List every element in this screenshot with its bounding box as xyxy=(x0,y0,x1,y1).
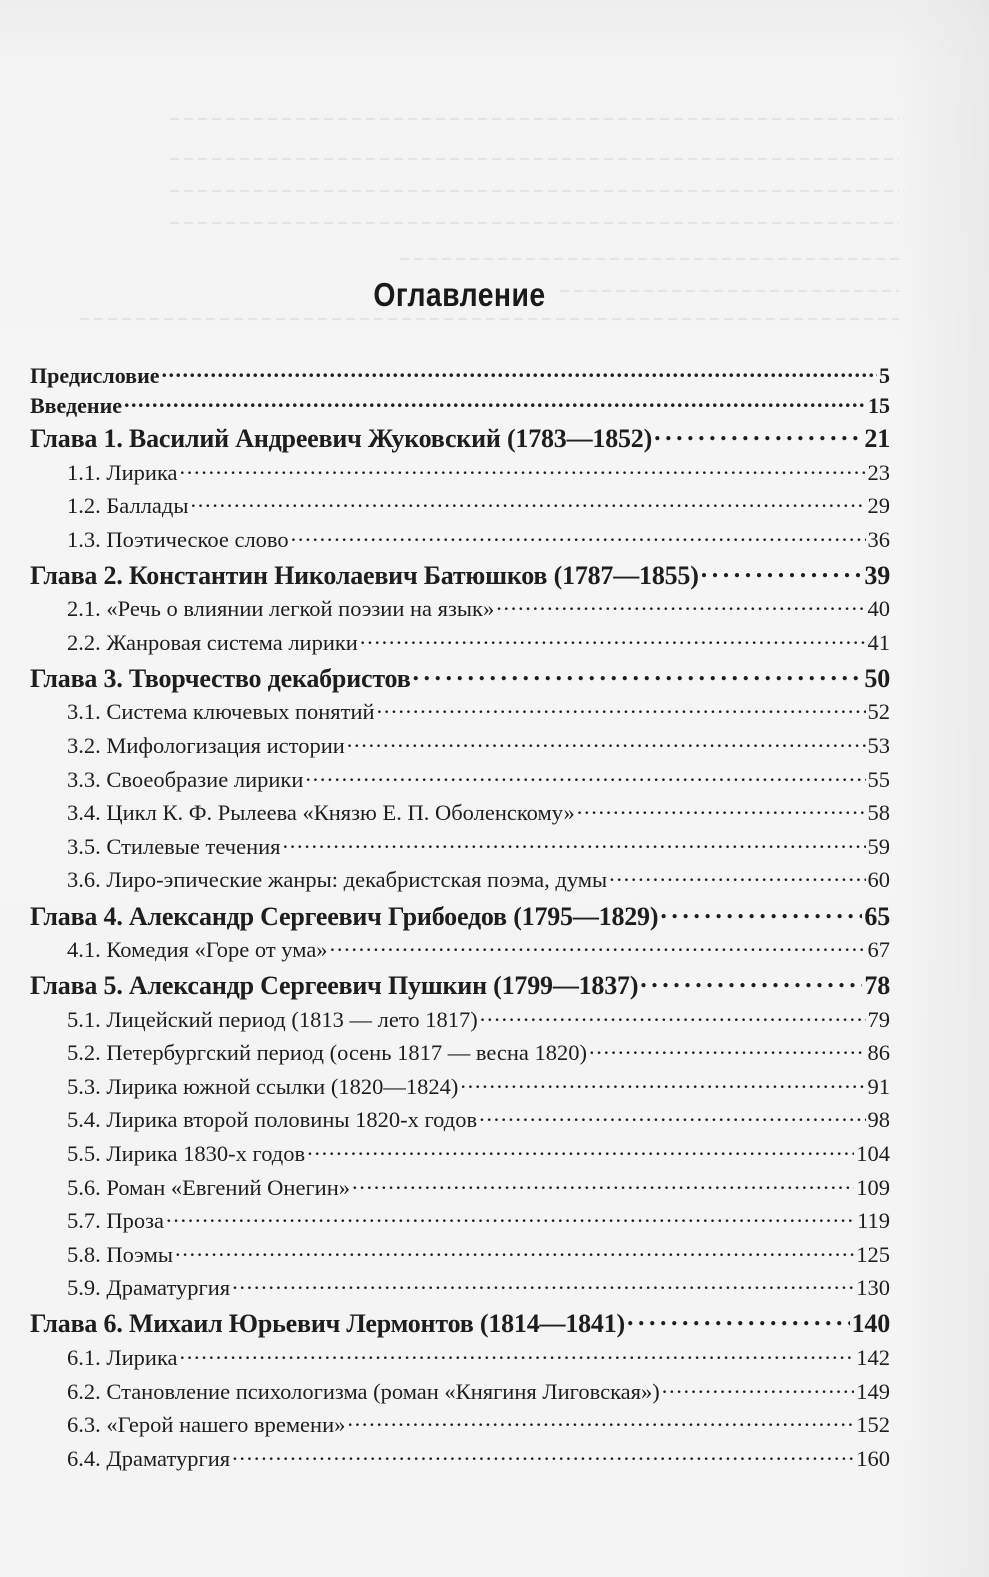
dot-leader xyxy=(232,1443,854,1466)
toc-section-entry xyxy=(30,627,890,661)
toc-entry-label: 3.4. Цикл К. Ф. Рылеева «Князю Е. П. Оболенскому» xyxy=(67,800,575,826)
toc-page-number: 52 xyxy=(867,699,890,725)
toc-chapter-entry xyxy=(30,558,890,594)
dot-leader xyxy=(305,764,865,787)
bleed-through-line xyxy=(80,318,899,320)
dot-leader xyxy=(640,968,862,994)
toc-entry xyxy=(30,391,890,421)
toc-chapter-entry xyxy=(30,1306,890,1342)
dot-leader xyxy=(460,1071,865,1094)
toc-section-entry xyxy=(30,1105,890,1139)
toc-entry-label: Глава 2. Константин Николаевич Батюшков (1787—1855) xyxy=(30,560,699,590)
toc-page-number: 58 xyxy=(867,800,890,826)
toc-entry-label: 6.3. «Герой нашего времени» xyxy=(67,1412,346,1438)
toc-chapter-entry xyxy=(30,661,890,697)
toc-page-number: 15 xyxy=(868,393,890,418)
toc-entry-label: 6.2. Становление психологизма (роман «Княгиня Лиговская») xyxy=(67,1378,660,1404)
dot-leader xyxy=(480,1004,866,1027)
toc-entry-label: Глава 1. Василий Андреевич Жуковский (1783—1852) xyxy=(30,424,653,453)
dot-leader xyxy=(662,1376,855,1399)
dot-leader xyxy=(180,1342,855,1365)
toc-page-number: 53 xyxy=(867,733,890,759)
toc-entry-label: Глава 5. Александр Сергеевич Пушкин (1799—1837) xyxy=(30,971,639,1001)
toc-entry-label: 5.7. Проза xyxy=(67,1208,164,1234)
toc-section-entry xyxy=(30,1004,890,1038)
dot-leader xyxy=(162,361,877,383)
toc-entry-label: Глава 6. Михаил Юрьевич Лермонтов (1814—1841) xyxy=(30,1309,625,1339)
toc-entry-label: 2.1. «Речь о влиянии легкой поэзии на язык» xyxy=(67,596,495,622)
toc-page-number: 98 xyxy=(867,1107,890,1133)
toc-entry-label: 4.1. Комедия «Горе от ума» xyxy=(67,937,328,963)
toc-section-entry xyxy=(30,1071,890,1105)
toc-entry xyxy=(30,361,890,391)
toc-section-entry xyxy=(30,1342,890,1376)
toc-section-entry xyxy=(30,935,890,969)
bleed-through-line xyxy=(400,258,899,260)
bleed-through-line xyxy=(170,190,899,192)
toc-page-number: 86 xyxy=(867,1040,890,1066)
toc-entry-label: 6.1. Лирика xyxy=(67,1344,178,1370)
toc-page-number: 104 xyxy=(856,1141,890,1166)
toc-section-entry xyxy=(30,1172,890,1206)
dot-leader xyxy=(124,391,866,413)
page-edge-shadow xyxy=(899,0,989,1577)
toc-entry-label: 5.2. Петербургский период (осень 1817 — весна 1820) xyxy=(67,1040,588,1066)
toc-chapter-entry xyxy=(30,899,890,935)
toc-page-number: 160 xyxy=(856,1445,890,1471)
toc-section-entry xyxy=(30,865,890,899)
toc-section-entry xyxy=(30,594,890,628)
dot-leader xyxy=(330,935,866,958)
toc-page-number: 23 xyxy=(867,459,890,485)
toc-section-entry xyxy=(30,764,890,798)
dot-leader xyxy=(496,594,865,617)
bleed-through-line xyxy=(170,118,899,120)
dot-leader xyxy=(577,798,866,821)
toc-page-number: 142 xyxy=(856,1344,890,1370)
dot-leader xyxy=(283,831,866,854)
dot-leader xyxy=(347,1410,854,1433)
dot-leader xyxy=(413,661,863,687)
toc-section-entry xyxy=(30,1239,890,1273)
toc-page-number: 125 xyxy=(856,1241,890,1267)
toc-page-number: 65 xyxy=(864,901,890,931)
toc-entry-label: 5.4. Лирика второй половины 1820-х годов xyxy=(67,1107,478,1133)
dot-leader xyxy=(479,1105,865,1128)
toc-page-number: 130 xyxy=(856,1275,890,1301)
toc-entry-label: Введение xyxy=(30,393,123,418)
toc-entry-label: 3.5. Стилевые течения xyxy=(67,833,281,859)
toc-page-number: 67 xyxy=(867,937,890,963)
dot-leader xyxy=(377,697,866,720)
toc-entry-label: 5.5. Лирика 1830-х годов xyxy=(67,1141,306,1166)
page-title: Оглавление xyxy=(373,276,546,313)
toc-section-entry xyxy=(30,1206,890,1240)
toc-section-entry xyxy=(30,731,890,765)
toc-entry-label: 3.2. Мифологизация истории xyxy=(67,733,345,759)
toc-entry-label: Предисловие xyxy=(30,363,160,388)
toc-entry-label: 5.9. Драматургия xyxy=(67,1275,231,1301)
toc-page-number: 55 xyxy=(867,766,890,792)
dot-leader xyxy=(701,558,863,584)
toc-section-entry xyxy=(30,1410,890,1444)
toc-section-entry xyxy=(30,1273,890,1307)
toc-entry-label: 5.6. Роман «Евгений Онегин» xyxy=(67,1174,351,1200)
toc-entry-label: 3.1. Система ключевых понятий xyxy=(67,699,375,725)
toc-section-entry xyxy=(30,457,890,491)
toc-page-number: 40 xyxy=(867,596,890,622)
toc-page-number: 41 xyxy=(867,629,890,655)
bleed-through-line xyxy=(170,222,899,224)
toc-entry-label: 1.3. Поэтическое слово xyxy=(67,526,289,552)
toc-section-entry xyxy=(30,697,890,731)
toc-page-number: 50 xyxy=(864,663,890,693)
toc-entry-label: 1.2. Баллады xyxy=(67,493,189,519)
toc-entry-label: Глава 4. Александр Сергеевич Грибоедов (1795—1829) xyxy=(30,901,659,931)
toc-page-number: 5 xyxy=(879,363,890,388)
dot-leader xyxy=(347,731,866,754)
toc-page-number: 149 xyxy=(856,1378,890,1404)
toc-page-number: 119 xyxy=(857,1208,890,1234)
dot-leader xyxy=(360,627,866,650)
dot-leader xyxy=(307,1139,854,1162)
toc-page-number: 39 xyxy=(864,560,890,590)
toc-entry-label: 5.3. Лирика южной ссылки (1820—1824) xyxy=(67,1073,459,1099)
dot-leader xyxy=(232,1273,854,1296)
dot-leader xyxy=(654,421,862,447)
toc-section-entry xyxy=(30,1139,890,1173)
toc-section-entry xyxy=(30,1376,890,1410)
toc-chapter-entry xyxy=(30,968,890,1004)
toc-page-number: 21 xyxy=(864,424,890,453)
toc-section-entry xyxy=(30,524,890,558)
dot-leader xyxy=(175,1239,854,1262)
toc-page-number: 29 xyxy=(867,493,890,519)
dot-leader xyxy=(191,491,866,514)
toc-page-number: 78 xyxy=(864,971,890,1001)
dot-leader xyxy=(180,457,866,480)
toc-entry-label: 3.3. Своеобразие лирики xyxy=(67,766,304,792)
toc-entry-label: 1.1. Лирика xyxy=(67,459,178,485)
dot-leader xyxy=(660,899,862,925)
toc-page-number: 109 xyxy=(856,1174,890,1200)
dot-leader xyxy=(609,865,865,888)
toc-entry-label: 2.2. Жанровая система лирики xyxy=(67,629,358,655)
dot-leader xyxy=(166,1206,855,1229)
toc-entry-label: 3.6. Лиро-эпические жанры: декабристская поэма, думы xyxy=(67,867,608,893)
toc-page-number: 60 xyxy=(867,867,890,893)
toc-entry-label: 6.4. Драматургия xyxy=(67,1445,231,1471)
dot-leader xyxy=(352,1172,854,1195)
toc-page-number: 59 xyxy=(867,833,890,859)
toc-page-number: 91 xyxy=(867,1073,890,1099)
toc-page-number: 79 xyxy=(867,1006,890,1032)
toc-page-number: 140 xyxy=(851,1309,890,1339)
toc-chapter-entry xyxy=(30,421,890,457)
toc-section-entry xyxy=(30,1038,890,1072)
dot-leader xyxy=(589,1038,865,1061)
toc-section-entry xyxy=(30,798,890,832)
toc-entry-label: Глава 3. Творчество декабристов xyxy=(30,663,411,693)
toc-page-number: 36 xyxy=(867,526,890,552)
toc-entry-label: 5.1. Лицейский период (1813 — лето 1817) xyxy=(67,1006,478,1032)
table-of-contents xyxy=(30,361,890,1477)
toc-page-number: 152 xyxy=(856,1412,890,1438)
toc-section-entry xyxy=(30,831,890,865)
dot-leader xyxy=(627,1306,850,1332)
toc-entry-label: 5.8. Поэмы xyxy=(67,1241,173,1267)
toc-section-entry xyxy=(30,491,890,525)
toc-section-entry xyxy=(30,1443,890,1477)
dot-leader xyxy=(291,524,866,547)
bleed-through-line xyxy=(170,158,899,160)
